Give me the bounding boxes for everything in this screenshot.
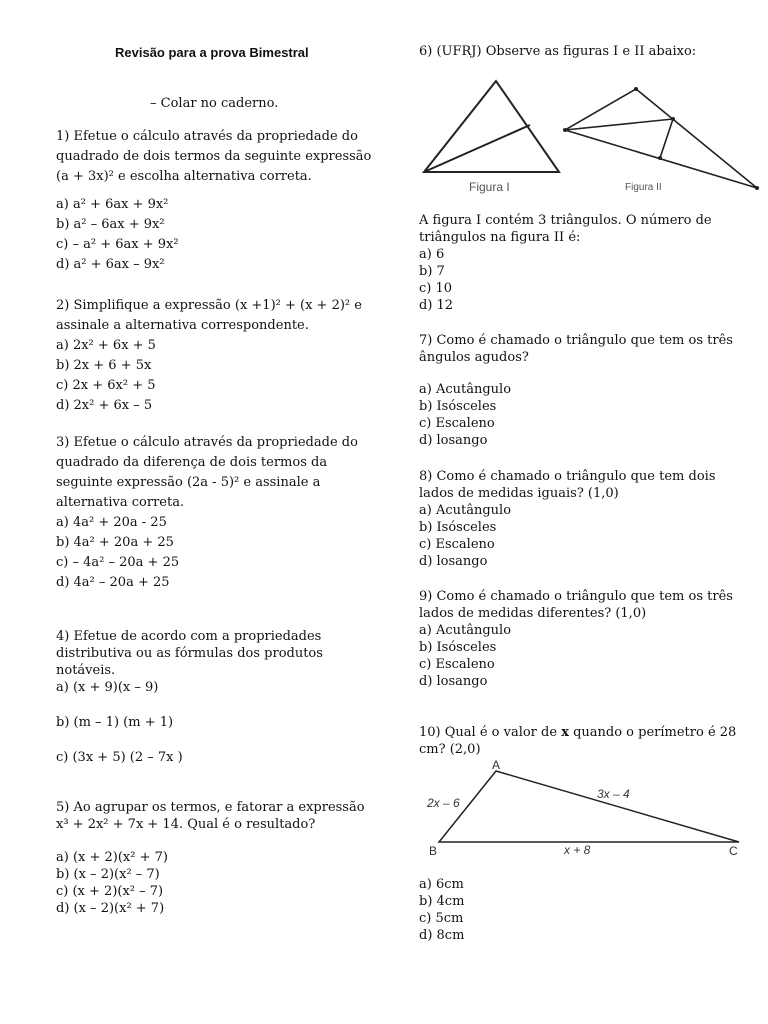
question-1-text: 1) Efetue o cálculo através da propriedade do quadrado de dois termos da seguinte expressão (a + 3x)² e escolha alternativa correta. — [56, 129, 372, 184]
question-6-option-b[interactable]: b) 7 — [419, 264, 445, 279]
question-9 — [419, 588, 739, 690]
question-8-option-d[interactable]: d) losango — [419, 554, 488, 569]
question-6-figures — [419, 76, 759, 200]
question-5-option-a[interactable]: a) (x + 2)(x² + 7) — [56, 850, 168, 865]
question-1 — [56, 127, 376, 275]
vertex-c-label: C — [729, 844, 738, 858]
question-3-option-a[interactable]: a) 4a² + 20a - 25 — [56, 515, 167, 530]
question-4-option-c[interactable]: c) (3x + 5) (2 – 7x ) — [56, 750, 183, 765]
question-1-option-d[interactable]: d) a² + 6ax – 9x² — [56, 257, 165, 272]
question-6-option-d[interactable]: d) 12 — [419, 298, 454, 313]
question-8-option-a[interactable]: a) Acutângulo — [419, 503, 512, 518]
page-title: Revisão para a prova Bimestral — [115, 45, 309, 60]
figure-2-point — [671, 117, 675, 121]
question-6-body — [419, 212, 739, 314]
figure-2-triangle — [565, 89, 757, 188]
question-6-option-a[interactable]: a) 6 — [419, 247, 445, 262]
question-1-option-a[interactable]: a) a² + 6ax + 9x² — [56, 197, 169, 212]
vertex-b-label: B — [429, 844, 438, 858]
page-subtitle: – Colar no caderno. — [150, 96, 279, 111]
figure-2-point — [658, 156, 662, 160]
question-5-text: 5) Ao agrupar os termos, e fatorar a expressão x³ + 2x² + 7x + 14. Qual é o resultado? — [56, 800, 365, 832]
question-10-triangle-shape — [439, 771, 739, 842]
question-10-text-before: 10) Qual é o valor de — [419, 725, 562, 740]
question-10-triangle — [419, 756, 749, 860]
question-2-option-c[interactable]: c) 2x + 6x² + 5 — [56, 378, 156, 393]
question-6-option-c[interactable]: c) 10 — [419, 281, 453, 296]
question-5-option-c[interactable]: c) (x + 2)(x² – 7) — [56, 884, 164, 899]
question-10-options — [419, 876, 739, 944]
question-8-option-b[interactable]: b) Isósceles — [419, 520, 497, 535]
question-5 — [56, 799, 376, 917]
figure-1 — [424, 81, 559, 194]
question-10-option-c[interactable]: c) 5cm — [419, 911, 464, 926]
vertex-a-label: A — [492, 758, 501, 772]
question-7-option-c[interactable]: c) Escaleno — [419, 416, 495, 431]
question-5-option-b[interactable]: b) (x – 2)(x² – 7) — [56, 867, 160, 882]
figure-2-segment-2 — [660, 119, 673, 158]
question-10-option-d[interactable]: d) 8cm — [419, 928, 465, 943]
question-3-option-d[interactable]: d) 4a² – 20a + 25 — [56, 575, 170, 590]
question-2-option-d[interactable]: d) 2x² + 6x – 5 — [56, 398, 153, 413]
question-10-text-after: quando o perímetro é 28 cm? (2,0) — [419, 725, 737, 757]
question-3-option-c[interactable]: c) – 4a² – 20a + 25 — [56, 555, 180, 570]
question-5-option-d[interactable]: d) (x – 2)(x² + 7) — [56, 901, 165, 916]
side-ab-label: 2x – 6 — [427, 796, 460, 810]
figure-2-label: Figura II — [625, 182, 662, 193]
question-2-option-b[interactable]: b) 2x + 6 + 5x — [56, 358, 152, 373]
question-7 — [419, 332, 739, 449]
question-3-option-b[interactable]: b) 4a² + 20a + 25 — [56, 535, 174, 550]
question-8 — [419, 468, 739, 570]
question-2 — [56, 296, 376, 416]
question-1-option-c[interactable]: c) – a² + 6ax + 9x² — [56, 237, 179, 252]
question-7-option-a[interactable]: a) Acutângulo — [419, 382, 512, 397]
figure-2-point — [634, 87, 638, 91]
question-7-option-d[interactable]: d) losango — [419, 433, 488, 448]
question-7-option-b[interactable]: b) Isósceles — [419, 399, 497, 414]
figure-2-point — [755, 186, 759, 190]
question-10-variable: x — [561, 725, 569, 740]
question-10-option-b[interactable]: b) 4cm — [419, 894, 465, 909]
figure-2-point — [563, 128, 567, 132]
question-9-option-b[interactable]: b) Isósceles — [419, 640, 497, 655]
figure-2 — [563, 87, 759, 193]
figure-1-label: Figura I — [469, 180, 510, 194]
question-7-text: 7) Como é chamado o triângulo que tem os três ângulos agudos? — [419, 333, 733, 365]
question-2-text: 2) Simplifique a expressão (x +1)² + (x + 2)² e assinale a alternativa correspondente. — [56, 298, 362, 333]
question-3 — [56, 433, 376, 593]
question-9-option-c[interactable]: c) Escaleno — [419, 657, 495, 672]
question-4-option-b[interactable]: b) (m – 1) (m + 1) — [56, 715, 174, 730]
question-9-option-a[interactable]: a) Acutângulo — [419, 623, 512, 638]
question-6-statement: A figura I contém 3 triângulos. O número de triângulos na figura II é: — [419, 213, 712, 245]
question-8-option-c[interactable]: c) Escaleno — [419, 537, 495, 552]
question-1-option-b[interactable]: b) a² – 6ax + 9x² — [56, 217, 165, 232]
question-4-text: 4) Efetue de acordo com a propriedades distributiva ou as fórmulas dos produtos notáveis. — [56, 629, 323, 678]
question-4-option-a[interactable]: a) (x + 9)(x – 9) — [56, 680, 159, 695]
question-9-text: 9) Como é chamado o triângulo que tem os três lados de medidas diferentes? (1,0) — [419, 589, 733, 621]
question-10-text — [419, 724, 739, 758]
question-8-text: 8) Como é chamado o triângulo que tem dois lados de medidas iguais? (1,0) — [419, 469, 716, 501]
question-4 — [56, 628, 376, 766]
question-9-option-d[interactable]: d) losango — [419, 674, 488, 689]
question-6-text: 6) (UFRJ) Observe as figuras I e II abaixo: — [419, 44, 697, 59]
side-ac-label: 3x – 4 — [597, 787, 630, 801]
side-bc-label: x + 8 — [564, 843, 591, 857]
question-10-option-a[interactable]: a) 6cm — [419, 877, 464, 892]
figure-1-segment — [424, 125, 530, 172]
question-10 — [419, 724, 739, 758]
figure-1-triangle — [424, 81, 559, 172]
question-3-text: 3) Efetue o cálculo através da propriedade do quadrado da diferença de dois termos da seguinte expressão (2a - 5)² e assinale a alternativa correta. — [56, 435, 358, 510]
question-2-option-a[interactable]: a) 2x² + 6x + 5 — [56, 338, 156, 353]
